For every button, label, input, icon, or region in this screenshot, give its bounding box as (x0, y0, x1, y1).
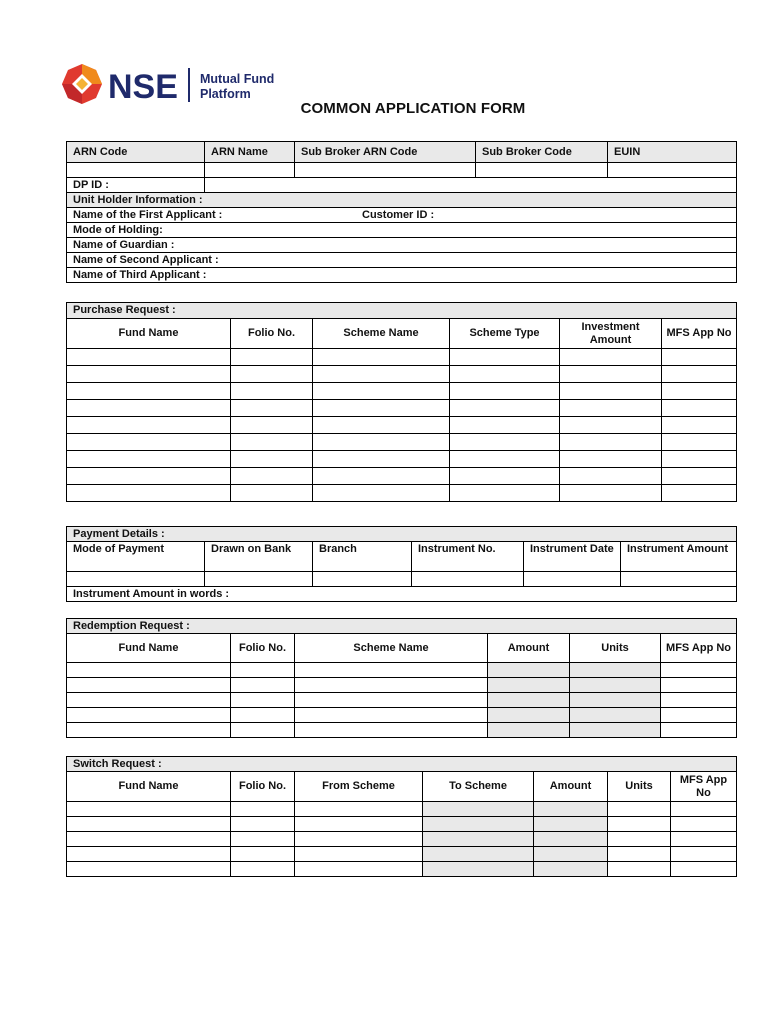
redemption-cell[interactable] (295, 708, 488, 723)
redemption-row (67, 708, 737, 723)
purchase-cell[interactable] (560, 417, 662, 434)
payment-details-heading: Payment Details : (67, 527, 737, 542)
redemption-cell[interactable] (488, 663, 570, 678)
redemption-cell[interactable] (661, 663, 737, 678)
redemption-row (67, 693, 737, 708)
switch-cell[interactable] (423, 862, 534, 877)
redemption-scheme-name-header: Scheme Name (295, 634, 488, 663)
redemption-folio-header: Folio No. (231, 634, 295, 663)
switch-cell[interactable] (608, 832, 671, 847)
redemption-rows (67, 663, 737, 738)
switch-cell[interactable] (231, 817, 295, 832)
switch-mfs-app-header: MFS App No (671, 772, 737, 802)
purchase-cell[interactable] (450, 383, 560, 400)
purchase-folio-header: Folio No. (231, 319, 313, 349)
purchase-cell[interactable] (231, 349, 313, 366)
purchase-cell[interactable] (231, 400, 313, 417)
purchase-cell[interactable] (231, 485, 313, 502)
redemption-row (67, 663, 737, 678)
unit-holder-heading: Unit Holder Information : (67, 193, 737, 208)
switch-cell[interactable] (295, 862, 423, 877)
purchase-row (67, 366, 737, 383)
euin-field[interactable] (608, 163, 737, 178)
redemption-request-heading: Redemption Request : (67, 619, 737, 634)
first-applicant-label: Name of the First Applicant : (73, 208, 223, 221)
dp-id-label: DP ID : (67, 178, 205, 193)
purchase-cell[interactable] (662, 349, 737, 366)
dp-id-field[interactable] (205, 178, 737, 193)
logo-line1: Mutual Fund (200, 72, 275, 86)
purchase-cell[interactable] (450, 485, 560, 502)
purchase-cell[interactable] (231, 417, 313, 434)
switch-cell[interactable] (423, 802, 534, 817)
instrument-date-field[interactable] (524, 572, 621, 587)
switch-cell[interactable] (671, 817, 737, 832)
guardian-row[interactable]: Name of Guardian : (67, 238, 737, 253)
switch-cell[interactable] (423, 817, 534, 832)
switch-cell[interactable] (534, 847, 608, 862)
switch-cell[interactable] (231, 862, 295, 877)
redemption-cell[interactable] (570, 708, 661, 723)
purchase-cell[interactable] (67, 383, 231, 400)
purchase-cell[interactable] (662, 400, 737, 417)
purchase-cell[interactable] (67, 468, 231, 485)
purchase-cell[interactable] (313, 383, 450, 400)
instrument-amount-field[interactable] (621, 572, 737, 587)
arn-name-header: ARN Name (205, 142, 295, 163)
redemption-units-header: Units (570, 634, 661, 663)
purchase-cell[interactable] (313, 468, 450, 485)
purchase-cell[interactable] (662, 451, 737, 468)
redemption-cell[interactable] (570, 678, 661, 693)
purchase-cell[interactable] (662, 434, 737, 451)
purchase-cell[interactable] (560, 400, 662, 417)
logo-line2: Platform (200, 87, 251, 101)
purchase-cell[interactable] (450, 349, 560, 366)
switch-cell[interactable] (608, 862, 671, 877)
instrument-amount-header: Instrument Amount (621, 542, 737, 572)
switch-fund-name-header: Fund Name (67, 772, 231, 802)
purchase-cell[interactable] (67, 434, 231, 451)
second-applicant-row[interactable]: Name of Second Applicant : (67, 253, 737, 268)
redemption-cell[interactable] (570, 663, 661, 678)
instrument-no-field[interactable] (412, 572, 524, 587)
purchase-row (67, 383, 737, 400)
redemption-fund-name-header: Fund Name (67, 634, 231, 663)
redemption-cell[interactable] (488, 693, 570, 708)
switch-cell[interactable] (608, 802, 671, 817)
purchase-cell[interactable] (450, 451, 560, 468)
switch-cell[interactable] (67, 832, 231, 847)
euin-header: EUIN (608, 142, 737, 163)
third-applicant-row[interactable]: Name of Third Applicant : (67, 268, 737, 283)
switch-cell[interactable] (231, 832, 295, 847)
redemption-cell[interactable] (231, 723, 295, 738)
sub-broker-code-field[interactable] (476, 163, 608, 178)
switch-cell[interactable] (423, 847, 534, 862)
switch-cell[interactable] (534, 862, 608, 877)
redemption-cell[interactable] (67, 723, 231, 738)
redemption-cell[interactable] (488, 708, 570, 723)
amount-in-words-row[interactable]: Instrument Amount in words : (67, 587, 737, 602)
switch-cell[interactable] (534, 832, 608, 847)
instrument-no-header: Instrument No. (412, 542, 524, 572)
purchase-row (67, 485, 737, 502)
redemption-cell[interactable] (67, 678, 231, 693)
first-applicant-row[interactable] (67, 208, 737, 223)
switch-cell[interactable] (671, 862, 737, 877)
switch-cell[interactable] (67, 817, 231, 832)
switch-cell[interactable] (534, 802, 608, 817)
purchase-rows (67, 349, 737, 502)
redemption-cell[interactable] (661, 723, 737, 738)
drawn-on-bank-header: Drawn on Bank (205, 542, 313, 572)
redemption-cell[interactable] (67, 693, 231, 708)
redemption-cell[interactable] (661, 678, 737, 693)
switch-cell[interactable] (295, 802, 423, 817)
redemption-cell[interactable] (67, 708, 231, 723)
redemption-request-table (66, 618, 737, 738)
purchase-cell[interactable] (313, 451, 450, 468)
purchase-cell[interactable] (313, 366, 450, 383)
mode-of-payment-field[interactable] (67, 572, 205, 587)
switch-cell[interactable] (295, 847, 423, 862)
purchase-cell[interactable] (313, 417, 450, 434)
sub-broker-arn-header: Sub Broker ARN Code (295, 142, 476, 163)
purchase-cell[interactable] (313, 349, 450, 366)
purchase-cell[interactable] (560, 349, 662, 366)
switch-cell[interactable] (671, 847, 737, 862)
purchase-investment-amount-header: Investment Amount (560, 319, 662, 349)
redemption-cell[interactable] (488, 678, 570, 693)
redemption-cell[interactable] (661, 708, 737, 723)
switch-cell[interactable] (671, 832, 737, 847)
switch-to-scheme-header: To Scheme (423, 772, 534, 802)
purchase-cell[interactable] (313, 434, 450, 451)
switch-amount-header: Amount (534, 772, 608, 802)
purchase-cell[interactable] (560, 468, 662, 485)
switch-units-header: Units (608, 772, 671, 802)
switch-request-heading: Switch Request : (67, 757, 737, 772)
redemption-mfs-app-header: MFS App No (661, 634, 737, 663)
purchase-cell[interactable] (67, 485, 231, 502)
switch-cell[interactable] (67, 847, 231, 862)
switch-rows (67, 802, 737, 877)
purchase-cell[interactable] (67, 417, 231, 434)
arn-code-header: ARN Code (67, 142, 205, 163)
arn-code-field[interactable] (67, 163, 205, 178)
purchase-cell[interactable] (450, 400, 560, 417)
switch-row (67, 817, 737, 832)
switch-cell[interactable] (423, 832, 534, 847)
mode-of-payment-header: Mode of Payment (67, 542, 205, 572)
branch-header: Branch (313, 542, 412, 572)
redemption-cell[interactable] (231, 663, 295, 678)
instrument-date-header: Instrument Date (524, 542, 621, 572)
purchase-cell[interactable] (67, 349, 231, 366)
customer-id-label: Customer ID : (362, 208, 435, 221)
purchase-cell[interactable] (450, 434, 560, 451)
switch-folio-header: Folio No. (231, 772, 295, 802)
purchase-cell[interactable] (662, 468, 737, 485)
purchase-row (67, 451, 737, 468)
switch-cell[interactable] (608, 847, 671, 862)
redemption-cell[interactable] (231, 708, 295, 723)
purchase-cell[interactable] (450, 468, 560, 485)
redemption-cell[interactable] (570, 693, 661, 708)
applicant-info-table (66, 141, 737, 283)
redemption-row (67, 723, 737, 738)
purchase-cell[interactable] (313, 485, 450, 502)
switch-row (67, 862, 737, 877)
purchase-cell[interactable] (662, 485, 737, 502)
switch-cell[interactable] (534, 817, 608, 832)
purchase-row (67, 434, 737, 451)
purchase-scheme-type-header: Scheme Type (450, 319, 560, 349)
sub-broker-arn-field[interactable] (295, 163, 476, 178)
purchase-cell[interactable] (560, 451, 662, 468)
purchase-cell[interactable] (450, 417, 560, 434)
mode-of-holding-row[interactable]: Mode of Holding: (67, 223, 737, 238)
purchase-cell[interactable] (231, 434, 313, 451)
redemption-cell[interactable] (570, 723, 661, 738)
switch-cell[interactable] (231, 847, 295, 862)
redemption-cell[interactable] (295, 723, 488, 738)
redemption-cell[interactable] (661, 693, 737, 708)
purchase-cell[interactable] (67, 366, 231, 383)
purchase-cell[interactable] (560, 434, 662, 451)
redemption-cell[interactable] (231, 693, 295, 708)
switch-cell[interactable] (231, 802, 295, 817)
purchase-cell[interactable] (662, 383, 737, 400)
drawn-on-bank-field[interactable] (205, 572, 313, 587)
form-title: COMMON APPLICATION FORM (300, 100, 526, 117)
nse-emblem-icon (62, 64, 102, 104)
switch-cell[interactable] (67, 802, 231, 817)
purchase-request-heading: Purchase Request : (67, 303, 737, 319)
redemption-cell[interactable] (67, 663, 231, 678)
purchase-request-table (66, 302, 737, 502)
switch-row (67, 847, 737, 862)
purchase-row (67, 468, 737, 485)
purchase-cell[interactable] (231, 468, 313, 485)
arn-name-field[interactable] (205, 163, 295, 178)
purchase-cell[interactable] (231, 366, 313, 383)
purchase-cell[interactable] (662, 417, 737, 434)
redemption-cell[interactable] (231, 678, 295, 693)
switch-from-scheme-header: From Scheme (295, 772, 423, 802)
purchase-row (67, 400, 737, 417)
switch-cell[interactable] (608, 817, 671, 832)
purchase-mfs-app-header: MFS App No (662, 319, 737, 349)
purchase-cell[interactable] (662, 366, 737, 383)
purchase-scheme-name-header: Scheme Name (313, 319, 450, 349)
logo-brand: NSE (108, 68, 178, 106)
payment-details-table (66, 526, 737, 602)
redemption-row (67, 678, 737, 693)
purchase-cell[interactable] (67, 400, 231, 417)
purchase-cell[interactable] (67, 451, 231, 468)
purchase-cell[interactable] (231, 451, 313, 468)
branch-field[interactable] (313, 572, 412, 587)
purchase-cell[interactable] (560, 383, 662, 400)
purchase-cell[interactable] (231, 383, 313, 400)
switch-request-table (66, 756, 737, 877)
switch-cell[interactable] (295, 832, 423, 847)
purchase-fund-name-header: Fund Name (67, 319, 231, 349)
purchase-cell[interactable] (560, 366, 662, 383)
switch-row (67, 832, 737, 847)
purchase-cell[interactable] (560, 485, 662, 502)
redemption-cell[interactable] (295, 693, 488, 708)
redemption-cell[interactable] (295, 663, 488, 678)
purchase-row (67, 349, 737, 366)
purchase-cell[interactable] (313, 400, 450, 417)
switch-cell[interactable] (67, 862, 231, 877)
switch-cell[interactable] (295, 817, 423, 832)
redemption-cell[interactable] (488, 723, 570, 738)
purchase-cell[interactable] (450, 366, 560, 383)
purchase-row (67, 417, 737, 434)
switch-row (67, 802, 737, 817)
redemption-cell[interactable] (295, 678, 488, 693)
switch-cell[interactable] (671, 802, 737, 817)
sub-broker-code-header: Sub Broker Code (476, 142, 608, 163)
redemption-amount-header: Amount (488, 634, 570, 663)
